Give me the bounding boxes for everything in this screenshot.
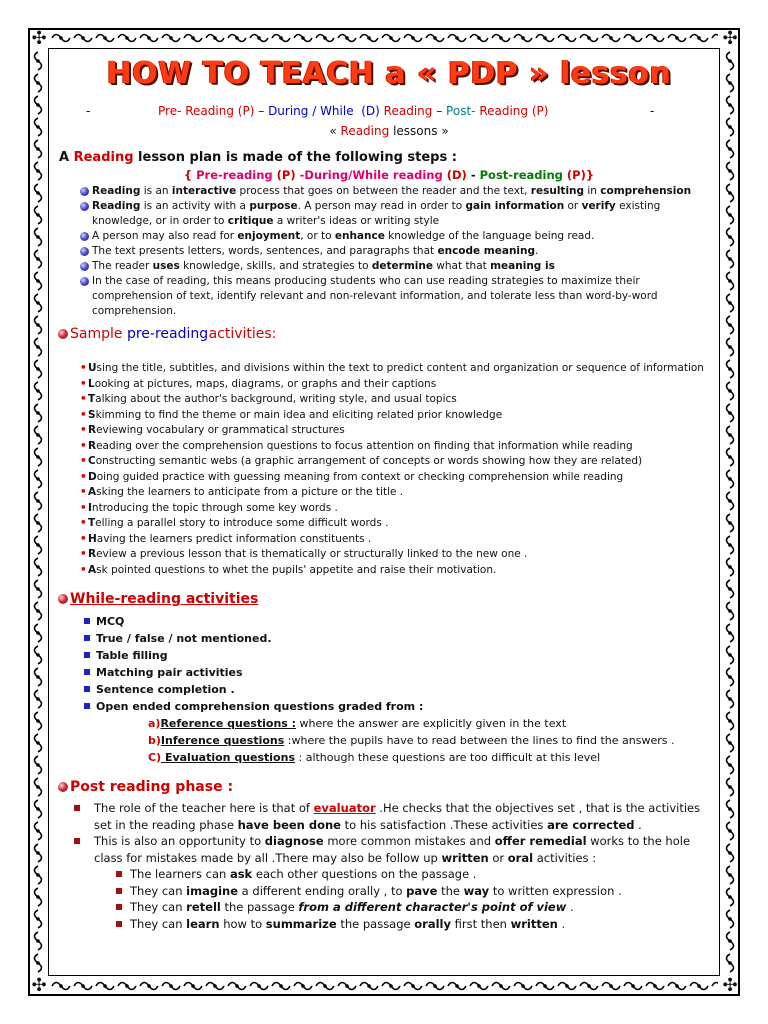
steps-p2: (P)} [566,168,595,182]
definition-item [58,184,720,199]
while-reading-list [58,613,720,715]
bullet-dot-icon: • [80,424,87,436]
definition-text: A person may also read for enjoyment, or to enhance knowledge of the language being read. [92,230,595,242]
subtitle [58,122,720,140]
bullet-gem-icon [80,202,89,211]
phase-reading-3: Reading [479,104,529,118]
phase-p-2: (P) [531,104,549,118]
bullet-dot-icon: • [80,470,87,483]
decorative-border-left [29,50,47,974]
phase-list [158,104,548,118]
bullet-dot-icon: • [80,532,87,545]
post-reading-item [74,800,720,833]
square-bullet-icon [116,871,122,877]
question-type-item [58,732,720,749]
item-text: sing the title, subtitles, and divisions within the text to predict content and organization or sequence of information [96,362,704,374]
bullet-dot-icon: • [80,563,87,576]
definition-item [58,229,720,244]
square-bullet-icon [84,618,90,624]
pre-reading-item [80,547,720,563]
phase-during: During / While [268,104,354,118]
question-letter: C) [148,751,162,764]
question-type-item [58,715,720,732]
bullet-gem-icon [80,277,89,286]
initial-letter: R [88,424,97,436]
definition-text: The reader uses knowledge, skills, and strategies to determine what that meaning is [92,260,555,272]
question-term: Evaluation questions [161,751,295,764]
pre-reading-heading [58,323,720,345]
initial-letter: A [88,486,97,498]
pre-reading-item [80,454,720,470]
initial-letter: H [88,532,97,545]
initial-letter: T [88,517,96,529]
while-reading-item [84,630,720,647]
item-text: MCQ [96,615,125,628]
intro-a: A [59,150,70,165]
item-text: The role of the teacher here is that of evaluator .He checks that the objectives set , that is the activities set in the reading phase have been done to his satisfaction .These activities are corrected . [94,801,701,832]
initial-letter: L [88,377,95,390]
definition-item [58,199,720,229]
bullet-dot-icon: • [80,393,87,405]
initial-letter: T [88,393,96,405]
bullet-dot-icon: • [80,517,87,529]
item-text: eviewing vocabulary or grammatical structures [96,424,345,436]
post-reading-subitem [74,883,720,900]
bullet-dot-icon: • [80,455,87,467]
intro-line [58,150,720,165]
corner-ornament-bottom-left: ✣ [31,975,47,996]
phase-reading-2: Reading [383,104,433,118]
square-bullet-icon [84,686,90,692]
item-text: eview a previous lesson that is thematically or structurally linked to the new one . [96,548,528,560]
post-reading-subitem [74,866,720,883]
question-description: :where the pupils have to read between the lines to find the answers . [284,734,675,747]
bullet-gem-icon [80,262,89,271]
while-reading-item [84,698,720,715]
pre-reading-item [80,439,720,455]
phase-d: (D) [361,104,380,118]
item-text: elling a parallel story to introduce some difficult words . [95,517,389,529]
phase-reading-1: Reading [185,104,234,118]
while-reading-heading [58,588,720,610]
pre-reading-item [80,470,720,486]
item-text: Sentence completion . [96,683,235,696]
question-description: where the answer are explicitly given in the text [296,717,567,730]
bullet-dot-icon: • [80,486,87,498]
phase-sep-1: – [258,104,265,118]
question-letter: b) [148,734,161,747]
initial-letter: D [88,470,97,483]
steps-open: { [183,168,193,182]
item-text: kimming to find the theme or main idea and eliciting related prior knowledge [95,408,503,421]
bullet-gem-icon [80,247,89,256]
intro-reading: Reading [73,150,134,165]
post-reading-subitem [74,916,720,933]
question-letter: a) [148,717,161,730]
pre-reading-item [80,423,720,439]
question-term: Reference questions : [160,717,297,730]
subtitle-reading: Reading [340,124,390,138]
page-title: HOW TO TEACH a « PDP » lesson [106,56,672,91]
item-text: They can imagine a different ending orally , to pave the way to written expression . [130,883,622,898]
decorative-border-bottom [50,977,718,995]
item-text: aving the learners predict information constituents . [96,532,372,545]
initial-letter: S [88,408,96,421]
pre-reading-item [80,408,720,424]
definition-list [58,184,720,319]
post-reading-item [74,833,720,866]
bullet-gem-icon [80,187,89,196]
while-reading-item [84,681,720,698]
post-reading-heading [58,776,720,798]
item-text: onstructing semantic webs (a graphic arrangement of concepts or words showing how they are related) [95,455,643,467]
item-text: alking about the author's background, writing style, and usual topics [95,393,457,405]
item-text: oing guided practice with guessing meaning from context or checking comprehension while reading [96,470,624,483]
initial-letter: R [88,548,97,560]
corner-ornament-top-right: ✣ [722,28,738,49]
definition-item [58,274,720,319]
square-bullet-icon [84,635,90,641]
item-text: eading over the comprehension questions to focus attention on finding that information while reading [96,439,633,452]
initial-letter: C [88,455,96,467]
while-reading-item [84,664,720,681]
initial-letter: U [88,362,97,374]
bullet-dot-icon: • [80,548,87,560]
item-text: True / false / not mentioned. [96,632,272,645]
question-type-item [58,749,720,766]
while-reading-item [84,647,720,664]
question-description: : although these questions are too difficult at this level [295,751,601,764]
pre-heading-colon: : [271,326,277,342]
square-bullet-icon [116,888,122,894]
item-text: ooking at pictures, maps, diagrams, or graphs and their captions [94,377,437,390]
steps-dash: - [470,168,476,182]
item-text: sk pointed questions to whet the pupils' appetite and raise their motivation. [96,563,497,576]
phase-sep-2: – [436,104,443,118]
corner-ornament-top-left: ✣ [31,28,47,49]
bullet-gem-icon [58,594,68,604]
item-text: Table filling [96,649,168,662]
pre-reading-item [80,485,720,501]
item-text: This is also an opportunity to diagnose more common mistakes and offer remedial works to the hole class for mistakes made by all .There may also be follow up written or oral activities : [94,834,691,865]
item-text: sking the learners to anticipate from a picture or the title . [96,486,404,498]
definition-text: The text presents letters, words, sentences, and paragraphs that encode meaning. [92,245,539,257]
pre-reading-item [80,501,720,517]
bullet-dot-icon: • [80,439,87,452]
pre-reading-item [80,377,720,393]
item-text: They can learn how to summarize the passage orally first then written . [130,916,566,931]
pre-reading-item [80,563,720,579]
square-bullet-icon [84,669,90,675]
square-bullet-icon [74,838,80,844]
initial-letter: A [88,563,97,576]
item-text: The learners can ask each other questions on the passage . [130,867,477,881]
square-bullet-icon [74,805,80,811]
square-bullet-icon [116,921,122,927]
bullet-dot-icon: • [80,377,87,390]
question-term: Inference questions [160,734,285,747]
decorative-border-top [50,29,718,47]
phase-post: Post- [446,104,476,118]
item-text: ntroducing the topic through some key words . [91,501,338,514]
steps-line [58,168,720,182]
steps-pre: Pre-reading [196,168,273,182]
pre-reading-item [80,392,720,408]
subtitle-open: « [329,124,337,138]
bullet-dot-icon: • [80,362,87,374]
pre-heading-pre: pre-reading [126,326,209,342]
pre-reading-list [58,361,720,578]
square-bullet-icon [116,904,122,910]
item-text: Matching pair activities [96,666,243,679]
corner-ornament-bottom-right: ✣ [722,975,738,996]
bullet-gem-icon [58,329,68,339]
subtitle-rest: lessons [393,124,438,138]
definition-item [58,259,720,274]
bullet-dot-icon: • [80,501,87,514]
phase-p-1: (P) [237,104,255,118]
bullet-gem-icon [58,782,68,792]
phase-dash-right: - [650,104,655,118]
square-bullet-icon [84,703,90,709]
steps-post: Post-reading [479,168,563,182]
subtitle-close: » [441,124,449,138]
definition-item [58,244,720,259]
pre-heading-sample: Sample [70,326,123,342]
definition-text: In the case of reading, this means producing students who can use reading strategies to maximize their comprehension of text, identify relevant and non-relevant information, and tolerate less than word-by-word comprehension. [92,275,658,317]
intro-rest: lesson plan is made of the following steps : [138,150,457,165]
steps-p: (P) [276,168,296,182]
definition-text: Reading is an interactive process that goes on between the reader and the text, resulting in comprehension [92,185,692,197]
pre-reading-item [80,516,720,532]
while-reading-item [84,613,720,630]
question-types-list [58,715,720,766]
phase-dash-left: - [86,104,91,118]
definition-text: Reading is an activity with a purpose. A person may read in order to gain information or verify existing knowledge, or in order to critique a writer's ideas or writing style [92,200,661,227]
bullet-gem-icon [80,232,89,241]
phase-pre: Pre- [158,104,182,118]
bullet-dot-icon: • [80,408,87,421]
while-heading-text: While-reading activities [70,591,259,607]
square-bullet-icon [84,652,90,658]
item-text: Open ended comprehension questions graded from : [96,700,424,713]
pre-heading-activities: activities [208,326,272,342]
pre-reading-item [80,361,720,377]
steps-during: -During/While reading [299,168,443,182]
post-heading-text: Post reading phase : [70,779,234,795]
document-content [58,52,720,932]
steps-d: (D) [446,168,467,182]
phase-line [58,102,720,122]
post-reading-subitem [74,899,720,916]
initial-letter: I [88,501,92,514]
initial-letter: R [88,439,97,452]
pre-reading-item [80,532,720,548]
post-reading-list [58,800,720,932]
decorative-border-right [721,50,739,974]
item-text: They can retell the passage from a different character's point of view . [130,900,574,914]
